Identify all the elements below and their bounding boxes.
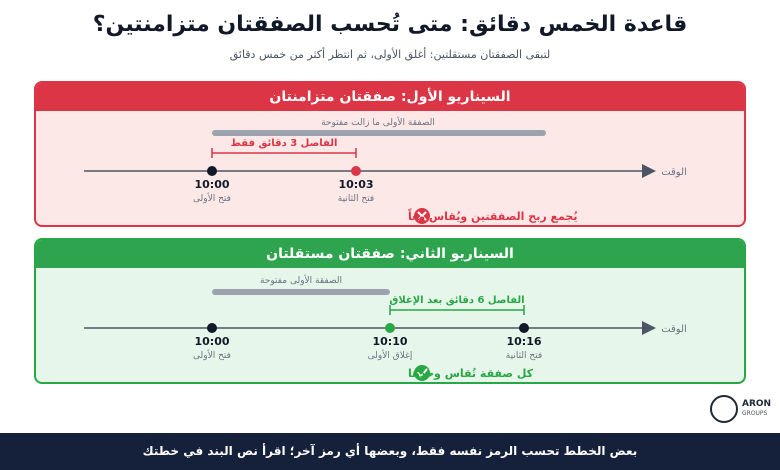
scenario-1-result: يُجمع ربح الصفقتين ويُقاس معاً: [408, 210, 578, 223]
point-label: إغلاق الأولى: [367, 351, 413, 361]
gap-label: الفاصل 6 دقائق بعد الإغلاق: [389, 295, 525, 306]
point-open-second: [351, 166, 361, 176]
scenario-1-panel: [34, 81, 746, 227]
point-label: فتح الثانية: [505, 351, 543, 361]
point-open-first: [207, 166, 217, 176]
point-label: فتح الثانية: [337, 194, 375, 204]
axis-label: الوقت: [661, 324, 687, 335]
scenario-2-header: السيناريو الثاني: صفقتان مستقلتان: [36, 240, 744, 268]
point-close-first: [385, 323, 395, 333]
open-bar-label: الصفقة الأولى مفتوحة: [259, 276, 343, 286]
point-time: 10:10: [372, 335, 408, 348]
page-title: قاعدة الخمس دقائق: متى تُحسب الصفقتان متزامنتين؟: [92, 12, 688, 37]
point-time: 10:00: [194, 335, 230, 348]
scenario-2-result: كل صفقة تُقاس وحدها: [408, 367, 534, 380]
point-open-second: [519, 323, 529, 333]
logo-sub: GROUPS: [742, 410, 768, 417]
brand-logo: [708, 393, 772, 429]
axis-label: الوقت: [661, 167, 687, 178]
logo-mark-icon: [710, 395, 738, 423]
footer-note: بعض الخطط تحسب الرمز نفسه فقط، وبعضها أي رمز آخر؛ اقرأ نص البند في خطتك: [0, 433, 780, 470]
scenario-2-timeline: [36, 240, 746, 384]
point-label: فتح الأولى: [193, 351, 231, 361]
scenario-1-timeline: [36, 83, 746, 227]
point-time: 10:03: [338, 178, 374, 191]
point-time: 10:00: [194, 178, 230, 191]
first-trade-open-bar: [212, 289, 390, 295]
first-trade-open-bar: [212, 130, 546, 136]
axis-arrow-icon: [642, 321, 656, 335]
scenario-1-header: السيناريو الأول: صفقتان متزامنتان: [36, 83, 744, 111]
axis-arrow-icon: [642, 164, 656, 178]
point-label: فتح الأولى: [193, 194, 231, 204]
gap-label: الفاصل 3 دقائق فقط: [230, 138, 338, 149]
page-subtitle: لتبقى الصفقتان مستقلتين: أغلق الأولى، ثم انتظر أكثر من خمس دقائق: [229, 48, 551, 61]
open-bar-label: الصفقة الأولى ما زالت مفتوحة: [321, 118, 435, 128]
logo-name: ARON: [742, 399, 772, 409]
point-time: 10:16: [506, 335, 542, 348]
scenario-2-panel: [34, 238, 746, 384]
point-open-first: [207, 323, 217, 333]
